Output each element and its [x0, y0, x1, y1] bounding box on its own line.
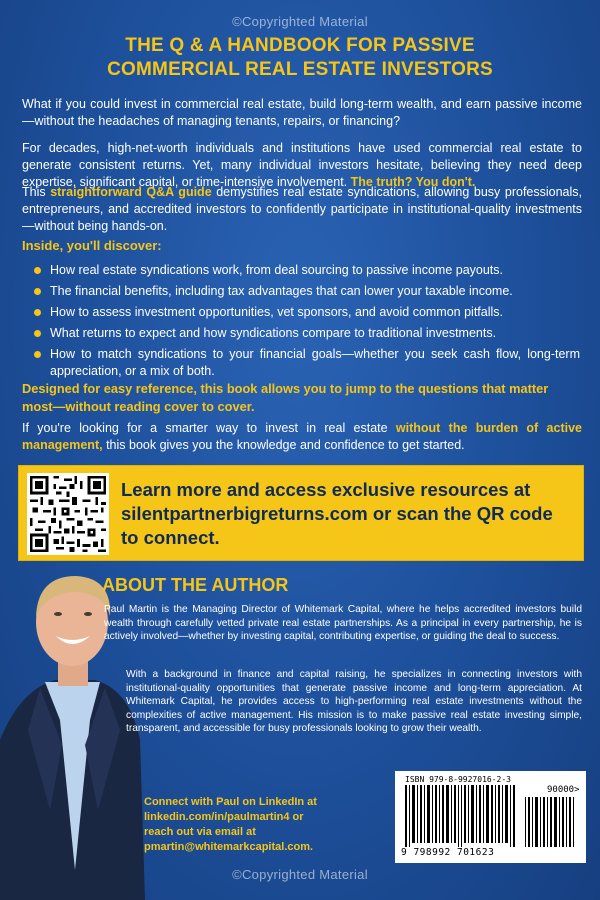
looking-pre: If you're looking for a smarter way to invest in real estate — [22, 421, 396, 435]
list-item-text: The financial benefits, including tax advantages that can lower your taxable income. — [50, 284, 513, 298]
bullet-dot-icon — [34, 309, 41, 316]
isbn-barcode — [395, 771, 586, 863]
list-item — [32, 304, 580, 321]
designed-paragraph: Designed for easy reference, this book allows you to jump to the questions that matter most—without reading cover to cover. — [22, 381, 549, 414]
intro-p2-highlight: The truth? You don't. — [350, 175, 476, 189]
intro-p2-text: For decades, high-net-worth individuals and institutions have used commercial real estate to generate consistent returns. Yet, many individual investors hesitate, believing they need deep expertise, significant capital, or time-intensive involvement. — [22, 141, 582, 189]
price-code: 90000> — [547, 785, 580, 795]
bullet-dot-icon — [34, 351, 41, 358]
looking-post: this book gives you the knowledge and confidence to get started. — [102, 438, 465, 452]
qr-callout-text: Learn more and access exclusive resources at silentpartnerbigreturns.com or scan the QR code to connect. — [121, 479, 553, 548]
title-line-2: COMMERCIAL REAL ESTATE INVESTORS — [107, 59, 493, 80]
list-item-text: What returns to expect and how syndications compare to traditional investments. — [50, 326, 497, 340]
inside-heading: Inside, you'll discover: — [22, 238, 162, 253]
intro-p3-post: demystifies real estate syndications, allowing busy professionals, entrepreneurs, and accredited investors to confidently participate in institutional-quality investments—without being hands-on. — [22, 185, 583, 233]
looking-paragraph — [22, 420, 582, 454]
book-title — [20, 34, 580, 82]
looking-highlight: without the burden of active management, — [22, 421, 582, 452]
intro-p3-pre: This — [22, 185, 51, 199]
intro-paragraph-1: What if you could invest in commercial real estate, build long-term wealth, and earn passive income—without the headaches of managing tenants, repairs, or financing? — [22, 97, 582, 128]
barcode-digits: 9 798992 701623 — [401, 847, 495, 858]
discover-list — [32, 262, 580, 384]
list-item — [32, 262, 580, 279]
list-item-text: How real estate syndications work, from deal sourcing to passive income payouts. — [50, 263, 503, 277]
title-line-1: THE Q & A HANDBOOK FOR PASSIVE — [125, 35, 475, 56]
author-contact: Connect with Paul on LinkedIn at linkedin.com/in/paulmartin4 or reach out via email at pmartin@whitemarkcapital.com. — [144, 796, 317, 853]
list-item-text: How to match syndications to your financial goals—whether you seek cash flow, long-term appreciation, or a mix of both. — [50, 347, 580, 378]
about-author-heading: ABOUT THE AUTHOR — [102, 575, 289, 595]
intro-p3-highlight: straightforward Q&A guide — [50, 185, 212, 199]
list-item — [32, 283, 580, 300]
isbn-number: ISBN 979-8-9927016-2-3 — [405, 775, 511, 784]
bullet-dot-icon — [34, 288, 41, 295]
author-bio-paragraph-2: With a background in finance and capital raising, he specializes in connecting investors with institutional-quality opportunities that generate passive income and long-term appreciation. At Whitemark Capital, he provides access to high-performing real estate investments without the complexities of active management. His mission is to make passive real estate investing simple, transparent, and accessible for busy professionals looking to grow their wealth. — [126, 669, 582, 734]
bullet-dot-icon — [34, 267, 41, 274]
intro-paragraph-3 — [22, 184, 582, 235]
copyright-watermark-bottom: ©Copyrighted Material — [232, 867, 368, 882]
qr-callout-band — [18, 465, 584, 561]
list-item — [32, 346, 580, 380]
qr-code-icon — [30, 476, 106, 552]
list-item — [32, 325, 580, 342]
bullet-dot-icon — [34, 330, 41, 337]
list-item-text: How to assess investment opportunities, vet sponsors, and avoid common pitfalls. — [50, 305, 503, 319]
copyright-watermark-top: ©Copyrighted Material — [232, 14, 368, 29]
qr-code[interactable] — [27, 473, 109, 555]
author-bio-paragraph-1: Paul Martin is the Managing Director of Whitemark Capital, where he helps accredited investors build wealth through carefully vetted private real estate partnerships. As a principal in every partnership, he is actively involved—whether by investing capital, contributing expertise, or guiding the deal to success. — [104, 604, 582, 642]
